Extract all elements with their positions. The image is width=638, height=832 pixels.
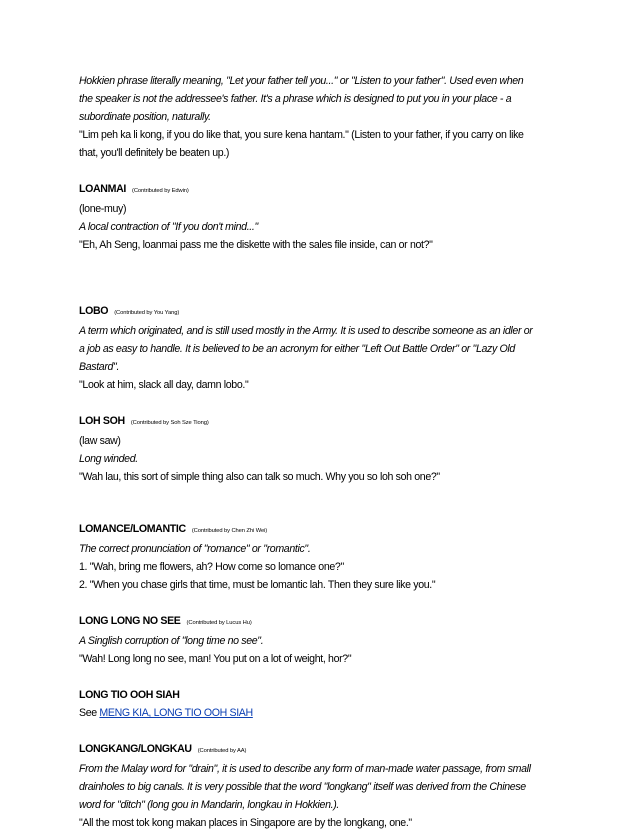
entry-term: LONGKANG/LONGKAU bbox=[79, 743, 192, 755]
meaning-line: A Singlish corruption of "long time no see". bbox=[79, 635, 264, 647]
entry-heading bbox=[79, 612, 579, 632]
entry-contributor: (Contributed by Lucus Hu) bbox=[186, 620, 252, 626]
meaning-line: A local contraction of "If you don't mind..." bbox=[79, 221, 258, 233]
example-line: "Wah lau, this sort of simple thing also can talk so much. Why you so loh soh one?" bbox=[79, 471, 440, 483]
entry-loh-soh bbox=[79, 412, 579, 486]
entry-heading bbox=[79, 686, 579, 704]
meaning-line: the speaker is not the addressee's father. It's a phrase which is designed to put you in your place - a bbox=[79, 93, 512, 105]
entry-heading bbox=[79, 412, 579, 432]
entry-longkang bbox=[79, 740, 579, 832]
entry-term: LONG TIO OOH SIAH bbox=[79, 689, 180, 701]
entry-contributor: (Contributed by Edwin) bbox=[131, 188, 189, 194]
example-line: that, you'll definitely be beaten up.) bbox=[79, 147, 230, 159]
entry-term: LOH SOH bbox=[79, 415, 125, 427]
meaning-line: word for "ditch" (long gou in Mandarin, longkau in Hokkien.). bbox=[79, 799, 339, 811]
meaning-line: The correct pronunciation of "romance" or "romantic". bbox=[79, 543, 311, 555]
entry-heading bbox=[79, 302, 579, 322]
entry-contributor: (Contributed by Soh Sze Tiong) bbox=[130, 420, 209, 426]
example-line: "Wah! Long long no see, man! You put on a lot of weight, hor?" bbox=[79, 653, 352, 665]
example-line: 2. "When you chase girls that time, must be lomantic lah. Then they sure like you." bbox=[79, 579, 436, 591]
meaning-line: Bastard". bbox=[79, 361, 120, 373]
see-also-prefix: See bbox=[79, 707, 100, 719]
document-page bbox=[79, 72, 579, 832]
example-line: "Look at him, slack all day, damn lobo." bbox=[79, 379, 249, 391]
entry-term: LOMANCE/LOMANTIC bbox=[79, 523, 186, 535]
example-line: "Eh, Ah Seng, loanmai pass me the diskette with the sales file inside, can or not?" bbox=[79, 239, 433, 251]
entry-contributor: (Contributed by Chen Zhi Wei) bbox=[191, 528, 268, 534]
meaning-line: a job as easy to handle. It is believed to be an acronym for either "Left Out Battle Order" or "Lazy Old bbox=[79, 343, 515, 355]
entry-lobo bbox=[79, 302, 579, 394]
entry-heading bbox=[79, 520, 579, 540]
entry-pronunciation: (law saw) bbox=[79, 435, 121, 447]
meaning-line: drainholes to big canals. It is very possible that the word "longkang" itself was derived from the Chinese bbox=[79, 781, 526, 793]
meaning-line: A term which originated, and is still used mostly in the Army. It is used to describe someone as an idler or bbox=[79, 325, 533, 337]
entry-long-long-no-see bbox=[79, 612, 579, 668]
entry-heading bbox=[79, 740, 579, 760]
entry-contributor: (Contributed by AA) bbox=[197, 748, 247, 754]
entry-lomance bbox=[79, 520, 579, 594]
entry-contributor: (Contributed by You Yang) bbox=[114, 310, 180, 316]
entry-heading bbox=[79, 180, 579, 200]
meaning-line: Long winded. bbox=[79, 453, 138, 465]
example-line: "All the most tok kong makan places in Singapore are by the longkang, one." bbox=[79, 817, 412, 829]
meaning-line: Hokkien phrase literally meaning, "Let your father tell you..." or "Listen to your father". Used even when bbox=[79, 75, 524, 87]
see-also-link[interactable]: MENG KIA, LONG TIO OOH SIAH bbox=[99, 707, 253, 719]
meaning-line: subordinate position, naturally. bbox=[79, 111, 211, 123]
entry-term: LOBO bbox=[79, 305, 109, 317]
see-also-line bbox=[79, 704, 579, 722]
meaning-line: From the Malay word for "drain", it is used to describe any form of man-made water passage, from small bbox=[79, 763, 531, 775]
entry-long-tio-ooh-siah bbox=[79, 686, 579, 722]
example-line: "Lim peh ka li kong, if you do like that, you sure kena hantam." (Listen to your father, if you carry on like bbox=[79, 129, 524, 141]
example-line: 1. "Wah, bring me flowers, ah? How come so lomance one?" bbox=[79, 561, 344, 573]
entry-term: LONG LONG NO SEE bbox=[79, 615, 181, 627]
entry-loanmai bbox=[79, 180, 579, 254]
intro-entry bbox=[79, 72, 579, 162]
entry-pronunciation: (lone-muy) bbox=[79, 203, 127, 215]
entry-term: LOANMAI bbox=[79, 183, 126, 195]
